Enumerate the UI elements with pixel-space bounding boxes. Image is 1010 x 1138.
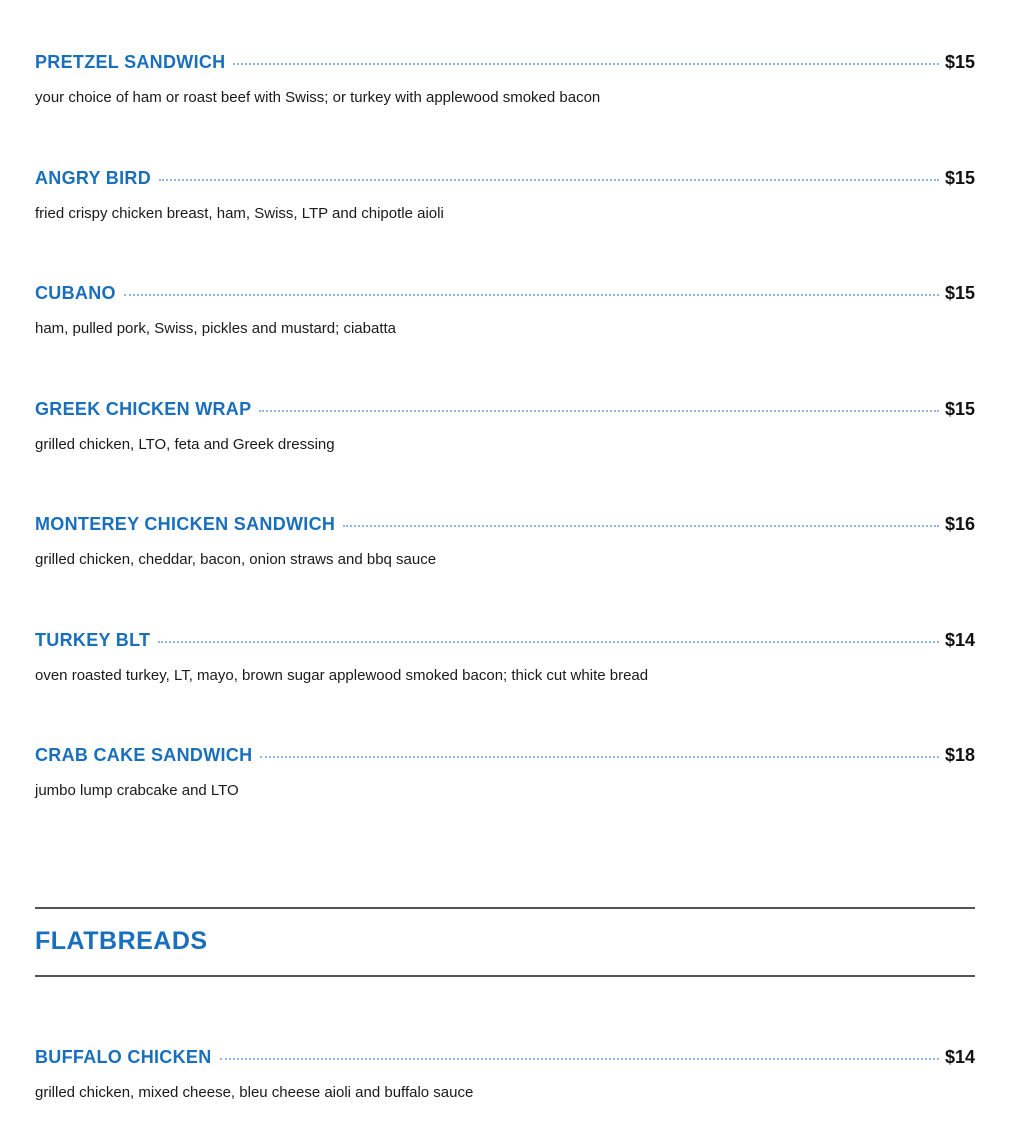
menu-item-name: CRAB CAKE SANDWICH: [35, 745, 253, 765]
menu-item-description: jumbo lump crabcake and LTO: [35, 782, 239, 799]
menu-item-header: [35, 514, 975, 540]
menu-item: [35, 1047, 975, 1101]
menu-item-name: BUFFALO CHICKEN: [35, 1047, 212, 1067]
menu-item-description: oven roasted turkey, LT, mayo, brown sugar applewood smoked bacon; thick cut white bread: [35, 667, 649, 684]
section-divider-top: [35, 907, 975, 909]
menu-item-name: ANGRY BIRD: [35, 168, 152, 188]
menu-item-header: [35, 283, 975, 309]
menu-item-price: $15: [944, 168, 975, 188]
menu-item: [35, 283, 975, 337]
menu-item-description: fried crispy chicken breast, ham, Swiss, LTP and chipotle aioli: [35, 205, 444, 222]
dot-leader: [124, 294, 939, 296]
menu-item: [35, 514, 975, 568]
dot-leader: [343, 525, 939, 527]
menu-item: [35, 168, 975, 222]
dot-leader: [259, 410, 939, 412]
menu-item: [35, 630, 975, 684]
menu-item-header: [35, 1047, 975, 1073]
menu-item-price: $15: [944, 283, 975, 303]
dot-leader: [220, 1058, 939, 1060]
menu-item-name: GREEK CHICKEN WRAP: [35, 399, 252, 419]
menu-item-header: [35, 745, 975, 771]
menu-item-header: [35, 399, 975, 425]
menu-item-price: $16: [944, 514, 975, 534]
menu-item: [35, 52, 975, 106]
menu-item-description: your choice of ham or roast beef with Swiss; or turkey with applewood smoked bacon: [35, 89, 601, 106]
menu-item-price: $14: [944, 1047, 975, 1067]
menu-item: [35, 399, 975, 453]
dot-leader: [159, 179, 939, 181]
menu-item-header: [35, 168, 975, 194]
menu-item-price: $15: [944, 52, 975, 72]
menu-item-name: PRETZEL SANDWICH: [35, 52, 226, 72]
menu-item-description: grilled chicken, mixed cheese, bleu cheese aioli and buffalo sauce: [35, 1084, 474, 1101]
menu-item-price: $15: [944, 399, 975, 419]
menu-item-name: MONTEREY CHICKEN SANDWICH: [35, 514, 336, 534]
section-divider-bottom: [35, 975, 975, 977]
dot-leader: [233, 63, 938, 65]
menu-item-description: ham, pulled pork, Swiss, pickles and mustard; ciabatta: [35, 320, 397, 337]
menu-item-name: CUBANO: [35, 283, 116, 303]
menu-item: [35, 745, 975, 799]
menu-item-header: [35, 630, 975, 656]
menu-item-description: grilled chicken, cheddar, bacon, onion straws and bbq sauce: [35, 551, 437, 568]
menu-item-name: TURKEY BLT: [35, 630, 151, 650]
section-title: FLATBREADS: [35, 927, 208, 955]
dot-leader: [260, 756, 939, 758]
menu-item-description: grilled chicken, LTO, feta and Greek dressing: [35, 436, 335, 453]
menu-item-price: $18: [944, 745, 975, 765]
menu-item-header: [35, 52, 975, 78]
dot-leader: [158, 641, 939, 643]
menu-item-price: $14: [944, 630, 975, 650]
